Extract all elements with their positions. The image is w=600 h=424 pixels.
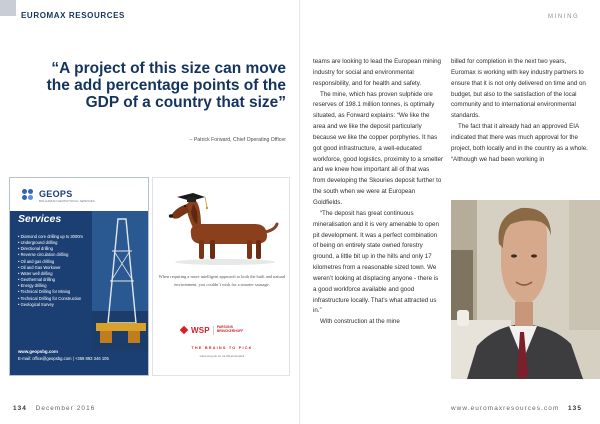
paragraph: The mine, which has proven sulphide ore reserves of 198.1 million tonnes, is optimally situated, as Forward explains: “We like the area and we like the deposit particularly because we like the copper porphyries. It has got good infrastructure, a well-educated workforce, good logistics, proximity to a smelter and we knew how important all of that was from developing the Skouries deposit further to the south when we were at European Goldfields. <box>313 90 443 206</box>
list-item: • Directional drilling <box>18 246 83 252</box>
list-item: • Water well drilling <box>18 271 83 277</box>
page-gutter <box>299 0 300 424</box>
list-item: • Oil and gas drilling <box>18 259 83 265</box>
list-item: • Geological Survey <box>18 302 83 308</box>
wsp-logo <box>181 324 243 336</box>
paragraph: teams are looking to lead the European mining industry for social and environmental responsibility, and for health and safety. <box>313 58 441 87</box>
publication-brand: EUROMAX RESOURCES <box>21 11 125 20</box>
issue-date: December 2016 <box>35 405 96 412</box>
paragraph: “The deposit has great continuous mineralisation and it is very amenable to open pit development. It was a perfect combination of being on entirely state owned forestry ground, a little bit up in the hills and only 17 kilometres from a reasonable sized town. We weren’t looking at displacing anyone - there is a good workforce available and good infrastructure locally. That’s what attracted us in.” <box>313 209 439 315</box>
page-number: 135 <box>568 405 582 412</box>
page-number: 134 <box>13 405 27 412</box>
list-item: • Technical Drilling for Mining <box>18 289 83 295</box>
list-item: • Oil and Gas Workover <box>18 265 83 271</box>
article-column-1 <box>313 57 443 328</box>
graduate-sausage-dog-icon <box>163 182 281 268</box>
list-item: • Reverse circulation drilling <box>18 252 83 258</box>
wsp-logo-icon <box>180 326 188 334</box>
partner-logo-line: PARSONS <box>216 325 233 330</box>
folio-right <box>451 405 582 412</box>
wsp-logo-text: WSP <box>191 325 210 335</box>
executive-portrait-photo <box>451 200 600 379</box>
geops-logo <box>22 186 95 206</box>
geops-logo-icon <box>22 189 36 203</box>
section-label: MINING <box>548 14 580 20</box>
website-url[interactable]: www.euromaxresources.com <box>450 405 560 412</box>
geops-logo-text: GEOPS <box>39 189 73 199</box>
geops-contact-info: E-mail: office@geopsbg.com | +359 893 346 105 <box>18 356 109 361</box>
wsp-slogan: THE BRAINS TO PICK <box>191 346 253 350</box>
quote-attribution: – Patrick Forward, Chief Operating Officer <box>189 137 286 143</box>
wsp-advert[interactable] <box>152 177 290 376</box>
wsp-tagline: When requiring a more intelligent approach to both the built and natural environment, you couldn’t wish for a smarter sausage. <box>158 274 286 287</box>
services-list <box>18 234 83 308</box>
list-item: • Technical Drilling for Construction <box>18 296 83 302</box>
paragraph: With construction at the mine <box>320 318 400 326</box>
article-column-2 <box>451 57 588 165</box>
list-item: • Diamond core drilling up to 3000m <box>18 234 83 240</box>
geops-advert[interactable] <box>9 177 149 376</box>
brand-corner-block <box>0 0 16 16</box>
partner-logo-line: BRINCKERHOFF <box>216 329 244 333</box>
services-heading: Services <box>18 213 62 225</box>
pull-quote: “A project of this size can move the add percentage points of the GDP of a country that size” <box>46 60 286 111</box>
list-item: • Underground drilling <box>18 240 83 246</box>
geops-website-link[interactable]: www.geopsbg.com <box>18 349 58 354</box>
geops-logo-subtitle: BOLGARIAN GEOPHYSICAL SERVICES <box>39 199 95 203</box>
paragraph: billed for completion in the next two years, Euromax is working with key industry partners to ensure that it is not only delivered on time and on budget, but also to the satisfaction of the local community and to international environmental standards. <box>451 58 586 120</box>
wsp-website-link[interactable]: www.wsp-pb.co.uk #brainstopick <box>199 354 245 358</box>
paragraph: The fact that it already had an approved EIA indicated that there was much approval for the project, both locally and in the country as a whole. “Although we had been working in <box>451 123 588 163</box>
list-item: • Energy drilling <box>18 283 83 289</box>
folio-left <box>13 405 95 412</box>
drilling-rig-icon <box>92 211 149 351</box>
list-item: • Geothermal drilling <box>18 277 83 283</box>
partner-logo <box>217 326 243 334</box>
logo-divider <box>213 326 214 335</box>
